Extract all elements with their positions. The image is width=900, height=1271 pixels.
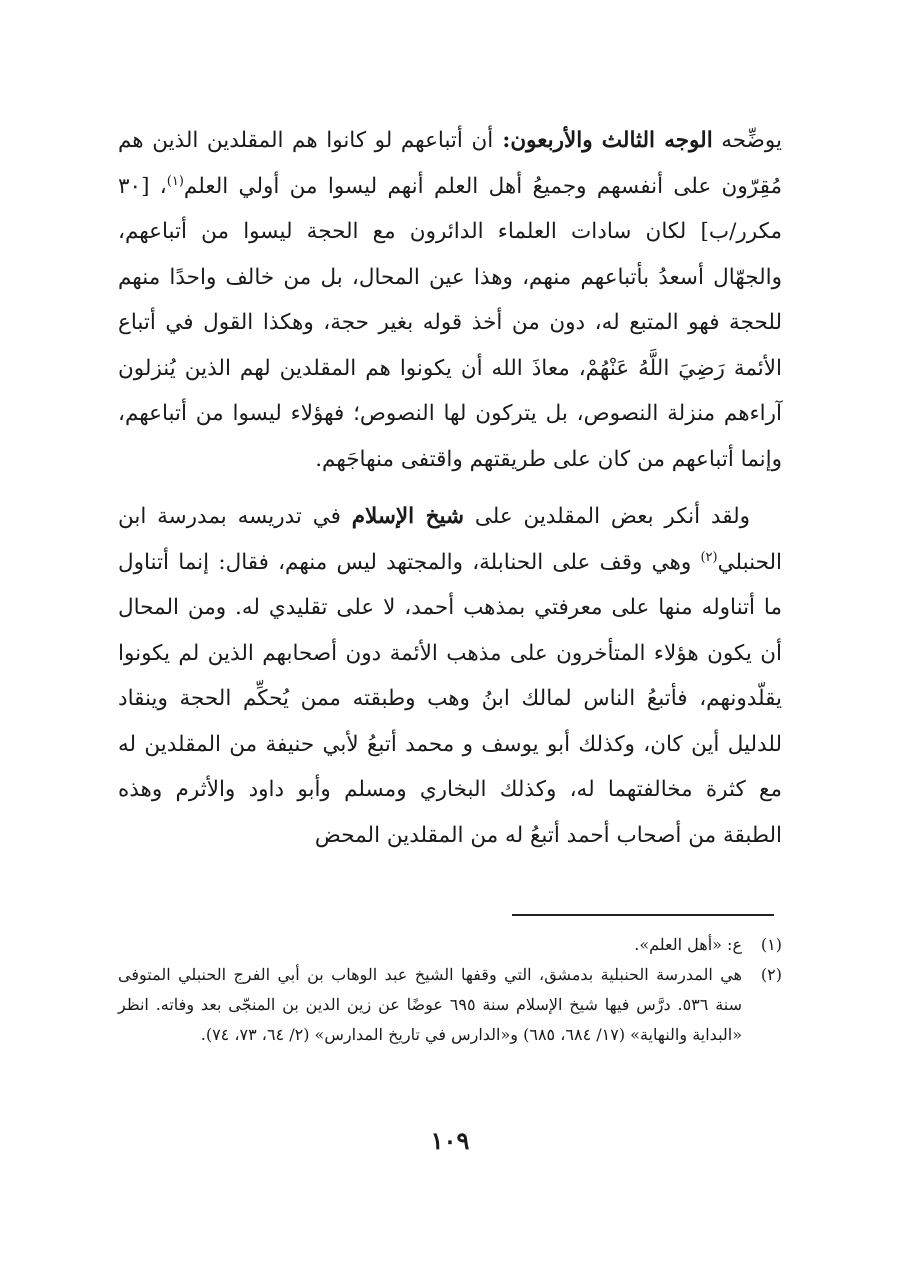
footnote-separator [512,914,774,916]
p1-lead: يوضِّحه [712,128,782,153]
paragraph-1 [118,118,782,482]
footnotes [118,930,782,1050]
p1-heading: الوجه الثالث والأربعون: [493,128,713,153]
footnote-2 [118,960,782,1050]
footnote-number: (١) [760,935,782,954]
paragraph-gap [118,482,782,494]
footnote-text: ع: «أهل العلم». [634,935,742,954]
footnote-ref-2: (٢) [700,549,718,565]
footnote-text: هي المدرسة الحنبلية بدمشق، التي وقفها الشيخ عبد الوهاب بن أبي الفرج الحنبلي المتوفى سنة ٥٣٦. درَّس فيها شيخ الإسلام سنة ٦٩٥ عوضًا عن زين الدين بن المنجّى بعد وفاته. انظر «البداية والنهاية» (١٧/ ٦٨٤، ٦٨٥) و«الدارس في تاريخ المدارس» (٢/ ٦٤، ٧٣، ٧٤). [118,965,743,1044]
page-number: ١٠٩ [430,1126,470,1155]
footnote-number: (٢) [760,965,782,984]
p2-bold-name: شيخ الإسلام [351,504,464,529]
footnote-1 [118,930,782,960]
p2-text-b: في تدريسه بمدرسة ابن الحنبلي [118,504,782,575]
paragraph-2 [118,494,782,858]
footnote-ref-1: (١) [166,173,184,189]
p2-text-c: وهي وقف على الحنابلة، والمجتهد ليس منهم، فقال: إنما أتناول ما أتناوله منها على معرفتي بمذهب أحمد، لا على تقليدي له. ومن المحال أن يكون هؤلاء المتأخرون على مذهب الأئمة دون أصحابهم الذين لم يكونوا يقلّدونهم، فأتبعُ الناس لمالك ابنُ وهب وطبقته ممن يُحكِّم الحجة وينقاد للدليل أين كان، وكذلك أبو يوسف و محمد أتبعُ لأبي حنيفة من المقلدين له مع كثرة مخالفتهما له، وكذلك البخاري ومسلم وأبو داود والأثرم وهذه الطبقة من أصحاب أحمد أتبعُ له من المقلدين المحض [118,549,782,848]
main-text [118,118,782,858]
p1-text-a: أن أتباعهم لو كانوا هم المقلدين الذين هم مُقِرّون على أنفسهم وجميعُ أهل العلم أنهم ليسوا من أولي العلم [118,128,782,199]
p1-text-b: ، [٣٠ مكرر/ب] لكان سادات العلماء الدائرون مع الحجة ليسوا من أتباعهم، والجهّال أسعدُ بأتباعهم منهم، وهذا عين المحال، بل من خالف واحدًا منهم للحجة فهو المتبع له، دون من أخذ قوله بغير حجة، وهكذا القول في أتباع الأئمة رَضِيَ اللَّهُ عَنْهُمْ، معاذَ الله أن يكونوا هم المقلدين لهم الذين يُنزلون آراءهم منزلة النصوص، بل يتركون لها النصوص؛ فهؤلاء ليسوا من أتباعهم، وإنما أتباعهم من كان على طريقتهم واقتفى منهاجَهم. [118,173,782,472]
p2-text-a: ولقد أنكر بعض المقلدين على [464,504,751,529]
